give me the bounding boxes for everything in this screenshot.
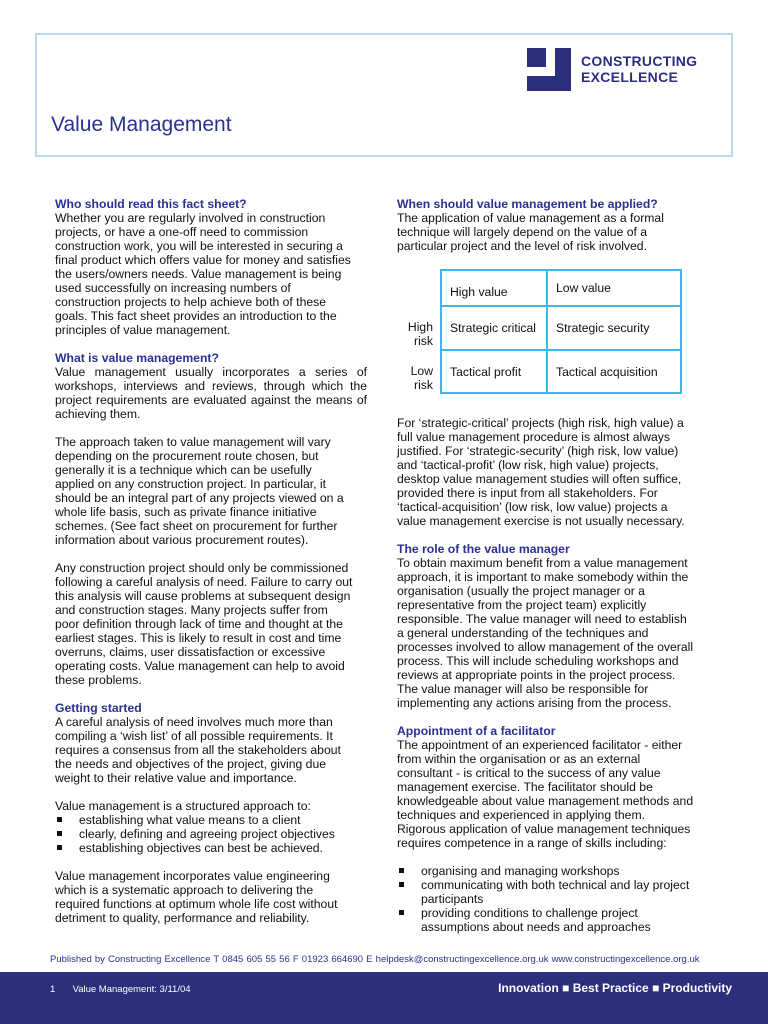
logo-square-icon — [527, 48, 571, 91]
paragraph-project-types: For ‘strategic-critical’ projects (high risk, high value) a full value management procedure is almost always justified. For ‘strategic-security’ (high risk, low value) and ‘tactical-profit’ (low risk, high value) projects, desktop value management studies will often suffice, provided there is input from all stakeholders. For ‘tactical-acquisition’ (low risk, low value) projects a value management exercise is not usually necessary. — [397, 416, 685, 528]
footer-bar — [0, 972, 768, 1024]
risk-value-matrix — [397, 269, 682, 394]
footer-tagline: Innovation ■ Best Practice ■ Productivity — [498, 981, 732, 995]
footer-published-by: Published by Constructing Excellence T 0845 605 55 56 F 01923 664690 E helpdesk@constructingexcellence.org.uk www.constructingexcellence.org.uk — [50, 954, 700, 965]
row-label-low-risk: Low risk — [410, 364, 433, 392]
logo-line-1: CONSTRUCTING — [581, 53, 698, 69]
heading-what-is-vm: What is value management? — [55, 351, 219, 365]
heading-when-applied: When should value management be applied? — [397, 197, 658, 211]
cell-strategic-security: Strategic security — [546, 305, 682, 351]
heading-who-should-read: Who should read this fact sheet? — [55, 197, 247, 211]
list-item: clearly, defining and agreeing project objectives — [55, 827, 367, 841]
col-header-low-value: Low value — [546, 269, 682, 307]
cell-tactical-profit: Tactical profit — [440, 349, 548, 394]
list-item: communicating with both technical and lay project participants — [397, 878, 715, 906]
paragraph-getting-started: A careful analysis of need involves much more than compiling a ‘wish list’ of all possible requirements. It requires a consensus from all the stakeholders about the needs and objectives of the project, giving due weight to their relative value and importance. — [55, 715, 341, 785]
paragraph-analysis-of-need: Any construction project should only be commissioned following a careful analysis of need. Failure to carry out this analysis will cause problems at subsequent design and construction stages. Many projects suffer from poor definition through lack of time and thought at the earliest stages. This is likely to result in cost and time overruns, claims, user dissatisfaction or excessive operating costs. Value management can help to avoid these problems. — [55, 561, 353, 687]
paragraph-structured-approach: Value management is a structured approach to: — [55, 799, 311, 813]
page-title: Value Management — [51, 113, 232, 136]
bullet-list-structured — [55, 813, 367, 855]
list-item: providing conditions to challenge project assumptions about needs and approaches — [397, 906, 715, 934]
logo-text — [581, 53, 697, 85]
page-label: Value Management: 3/11/04 — [72, 984, 191, 995]
constructing-excellence-logo — [527, 48, 717, 93]
list-item: establishing what value means to a client — [55, 813, 367, 827]
paragraph-facilitator: The appointment of an experienced facilitator - either from within the organisation or as an external consultant - is critical to the success of any value management exercise. The facilitator should be knowledgeable about value management methods and techniques and experienced in applying them. Rigorous application of value management techniques requires competence in a range of skills including: — [397, 738, 694, 850]
paragraph-who-should-read: Whether you are regularly involved in construction projects, or have a one-off need to commission construction work, you will be interested in securing a final product which offers value for money and satisfies the users/owners needs. Value management is being used successfully on increasing numbers of construction projects to help achieve both of these goals. This fact sheet provides an introduction to the principles of value management. — [55, 211, 351, 337]
paragraph-value-engineering: Value management incorporates value engineering which is a systematic approach to delivering the required functions at optimum whole life cost without detriment to quality, performance and reliability. — [55, 869, 338, 925]
col-header-high-value: High value — [440, 269, 548, 307]
page-number: 1 — [50, 984, 56, 995]
header-box — [35, 33, 733, 157]
left-column — [55, 197, 367, 925]
bullet-list-skills — [397, 864, 715, 934]
row-label-high-risk: High risk — [407, 320, 433, 348]
heading-getting-started: Getting started — [55, 701, 142, 715]
cell-strategic-critical: Strategic critical — [440, 305, 548, 351]
footer-page-info — [50, 984, 191, 995]
list-item: establishing objectives can best be achieved. — [55, 841, 367, 855]
logo-line-2: EXCELLENCE — [581, 69, 679, 85]
paragraph-when-applied: The application of value management as a formal technique will largely depend on the value of a particular project and the level of risk involved. — [397, 211, 664, 253]
paragraph-role-of-vm: To obtain maximum benefit from a value management approach, it is important to make somebody within the organisation (usually the project manager or a representative from the project team) explicitly responsible. The value manager will need to establish a general understanding of the techniques and processes involved to allow management of the overall process. This will include scheduling workshops and reviews at appropriate points in the project process. The value manager will also be responsible for implementing any actions arising from the process. — [397, 556, 694, 710]
list-item: organising and managing workshops — [397, 864, 715, 878]
cell-tactical-acquisition: Tactical acquisition — [546, 349, 682, 394]
paragraph-approach: The approach taken to value management will vary depending on the procurement route chosen, but generally it is a technique which can be usefully applied on any construction project. In particular, it should be an integral part of any projects viewed on a whole life basis, such as private finance initiative schemes. (See fact sheet on procurement for further information about various procurement routes). — [55, 435, 344, 547]
paragraph-what-is-vm: Value management usually incorporates a series of workshops, interviews and reviews, through which the project requirements are evaluated against the means of achieving them. — [55, 365, 367, 421]
heading-facilitator: Appointment of a facilitator — [397, 724, 556, 738]
heading-role-of-vm: The role of the value manager — [397, 542, 570, 556]
